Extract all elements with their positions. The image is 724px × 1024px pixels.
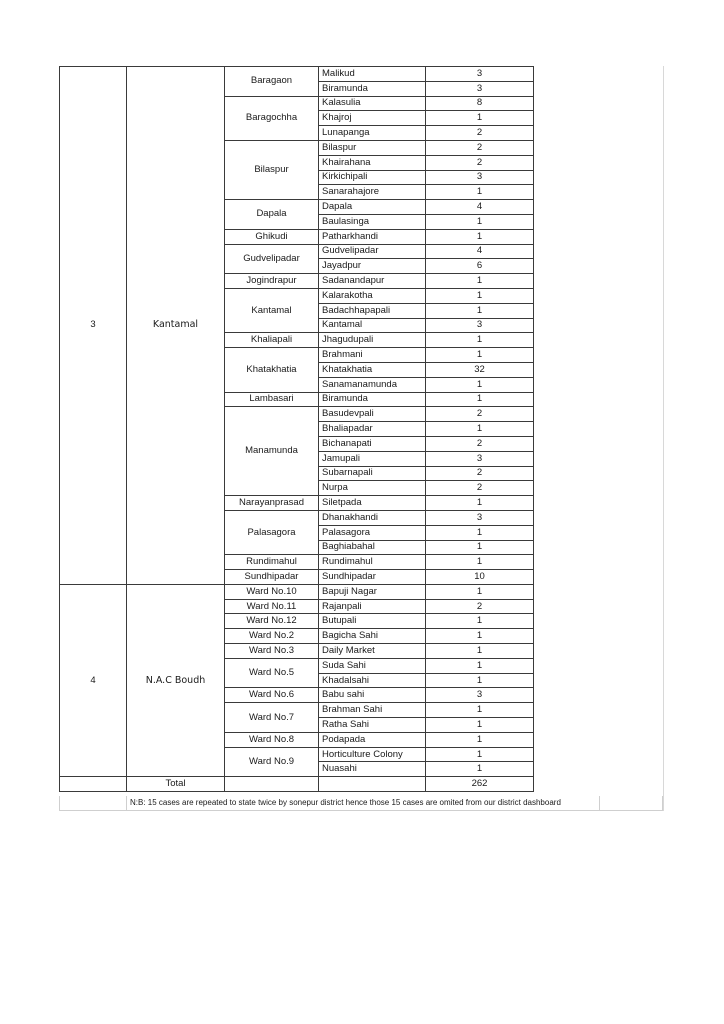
total-value: 262: [426, 777, 534, 792]
case-count-cell: 3: [426, 318, 534, 333]
case-count-cell: 1: [426, 614, 534, 629]
gp-name-cell: Kantamal: [225, 288, 319, 332]
village-name-cell: Sadanandapur: [319, 274, 426, 289]
village-name-cell: Bagicha Sahi: [319, 629, 426, 644]
block-name-cell: Kantamal: [127, 67, 225, 585]
village-name-cell: Brahman Sahi: [319, 703, 426, 718]
gp-name-cell: Palasagora: [225, 510, 319, 554]
table-row: [60, 67, 534, 82]
case-count-cell: 1: [426, 229, 534, 244]
case-count-cell: 1: [426, 658, 534, 673]
case-count-cell: 2: [426, 126, 534, 141]
case-count-cell: 1: [426, 214, 534, 229]
case-count-cell: 2: [426, 407, 534, 422]
case-count-cell: 1: [426, 703, 534, 718]
case-count-cell: 1: [426, 185, 534, 200]
case-count-cell: 1: [426, 629, 534, 644]
gp-name-cell: Khaliapali: [225, 333, 319, 348]
sl-no-cell: 4: [60, 584, 127, 776]
village-name-cell: Subarnapali: [319, 466, 426, 481]
gp-name-cell: Ward No.8: [225, 732, 319, 747]
village-name-cell: Daily Market: [319, 644, 426, 659]
village-name-cell: Gudvelipadar: [319, 244, 426, 259]
gp-name-cell: Lambasari: [225, 392, 319, 407]
gp-name-cell: Baragochha: [225, 96, 319, 140]
village-name-cell: Podapada: [319, 732, 426, 747]
village-name-cell: Basudevpali: [319, 407, 426, 422]
village-name-cell: Sanarahajore: [319, 185, 426, 200]
village-name-cell: Bilaspur: [319, 140, 426, 155]
village-name-cell: Suda Sahi: [319, 658, 426, 673]
gp-name-cell: Gudvelipadar: [225, 244, 319, 274]
village-name-cell: Dhanakhandi: [319, 510, 426, 525]
gp-name-cell: Dapala: [225, 200, 319, 230]
case-count-cell: 10: [426, 570, 534, 585]
case-count-cell: 2: [426, 599, 534, 614]
total-sl-cell: [60, 777, 127, 792]
case-count-cell: 1: [426, 288, 534, 303]
cases-table-body: [60, 67, 534, 792]
total-label: Total: [127, 777, 225, 792]
case-count-cell: 3: [426, 451, 534, 466]
village-name-cell: Kantamal: [319, 318, 426, 333]
case-count-cell: 1: [426, 274, 534, 289]
gp-name-cell: Bilaspur: [225, 140, 319, 199]
village-name-cell: Khadalsahi: [319, 673, 426, 688]
case-count-cell: 1: [426, 111, 534, 126]
gp-name-cell: Narayanprasad: [225, 496, 319, 511]
case-count-cell: 1: [426, 584, 534, 599]
case-count-cell: 1: [426, 525, 534, 540]
gp-name-cell: Ward No.7: [225, 703, 319, 733]
case-count-cell: 8: [426, 96, 534, 111]
gp-name-cell: Ward No.5: [225, 658, 319, 688]
village-name-cell: Biramunda: [319, 392, 426, 407]
table-row: [60, 584, 534, 599]
cases-table: [59, 66, 534, 792]
village-name-cell: Khairahana: [319, 155, 426, 170]
village-name-cell: Malikud: [319, 67, 426, 82]
total-gp-cell: [225, 777, 319, 792]
village-name-cell: Patharkhandi: [319, 229, 426, 244]
village-name-cell: Brahmani: [319, 348, 426, 363]
village-name-cell: Rajanpali: [319, 599, 426, 614]
village-name-cell: Khajroj: [319, 111, 426, 126]
gp-name-cell: Jogindrapur: [225, 274, 319, 289]
case-count-cell: 1: [426, 747, 534, 762]
village-name-cell: Badachhapapali: [319, 303, 426, 318]
case-count-cell: 1: [426, 718, 534, 733]
case-count-cell: 2: [426, 481, 534, 496]
village-name-cell: Ratha Sahi: [319, 718, 426, 733]
gp-name-cell: Ward No.11: [225, 599, 319, 614]
case-count-cell: 4: [426, 200, 534, 215]
case-count-cell: 4: [426, 244, 534, 259]
village-name-cell: Siletpada: [319, 496, 426, 511]
village-name-cell: Lunapanga: [319, 126, 426, 141]
case-count-cell: 1: [426, 540, 534, 555]
village-name-cell: Palasagora: [319, 525, 426, 540]
case-count-cell: 3: [426, 81, 534, 96]
note-text: N:B: 15 cases are repeated to state twice by sonepur district hence those 15 cases are omited from our district dashboard: [127, 796, 600, 810]
gp-name-cell: Rundimahul: [225, 555, 319, 570]
case-count-cell: 1: [426, 422, 534, 437]
gp-name-cell: Ward No.10: [225, 584, 319, 599]
note-row: [59, 796, 663, 811]
village-name-cell: Nurpa: [319, 481, 426, 496]
case-count-cell: 2: [426, 436, 534, 451]
case-count-cell: 1: [426, 555, 534, 570]
case-count-cell: 1: [426, 303, 534, 318]
case-count-cell: 3: [426, 170, 534, 185]
village-name-cell: Kalarakotha: [319, 288, 426, 303]
gp-name-cell: Ward No.12: [225, 614, 319, 629]
case-count-cell: 1: [426, 644, 534, 659]
case-count-cell: 6: [426, 259, 534, 274]
village-name-cell: Jayadpur: [319, 259, 426, 274]
village-name-cell: Nuasahi: [319, 762, 426, 777]
total-village-cell: [319, 777, 426, 792]
gp-name-cell: Ward No.2: [225, 629, 319, 644]
village-name-cell: Rundimahul: [319, 555, 426, 570]
village-name-cell: Bichanapati: [319, 436, 426, 451]
village-name-cell: Dapala: [319, 200, 426, 215]
village-name-cell: Butupali: [319, 614, 426, 629]
village-name-cell: Baulasinga: [319, 214, 426, 229]
gp-name-cell: Baragaon: [225, 67, 319, 97]
gp-name-cell: Ward No.6: [225, 688, 319, 703]
sl-no-cell: 3: [60, 67, 127, 585]
case-count-cell: 1: [426, 348, 534, 363]
village-name-cell: Baghiabahal: [319, 540, 426, 555]
village-name-cell: Jhagudupali: [319, 333, 426, 348]
village-name-cell: Biramunda: [319, 81, 426, 96]
case-count-cell: 2: [426, 140, 534, 155]
case-count-cell: 1: [426, 496, 534, 511]
village-name-cell: Bapuji Nagar: [319, 584, 426, 599]
village-name-cell: Babu sahi: [319, 688, 426, 703]
village-name-cell: Kirkichipali: [319, 170, 426, 185]
village-name-cell: Kalasulia: [319, 96, 426, 111]
case-count-cell: 1: [426, 673, 534, 688]
gp-name-cell: Sundhipadar: [225, 570, 319, 585]
gp-name-cell: Ward No.3: [225, 644, 319, 659]
village-name-cell: Khatakhatia: [319, 362, 426, 377]
village-name-cell: Bhaliapadar: [319, 422, 426, 437]
block-name-cell: N.A.C Boudh: [127, 584, 225, 776]
village-name-cell: Sanamanamunda: [319, 377, 426, 392]
case-count-cell: 32: [426, 362, 534, 377]
case-count-cell: 3: [426, 67, 534, 82]
note-empty-cell: [60, 796, 127, 810]
village-name-cell: Sundhipadar: [319, 570, 426, 585]
village-name-cell: Jamupali: [319, 451, 426, 466]
case-count-cell: 3: [426, 688, 534, 703]
case-count-cell: 1: [426, 762, 534, 777]
case-count-cell: 2: [426, 155, 534, 170]
case-count-cell: 1: [426, 392, 534, 407]
case-count-cell: 1: [426, 732, 534, 747]
total-row: [60, 777, 534, 792]
gp-name-cell: Khatakhatia: [225, 348, 319, 392]
case-count-cell: 1: [426, 377, 534, 392]
case-count-cell: 1: [426, 333, 534, 348]
case-count-cell: 2: [426, 466, 534, 481]
gp-name-cell: Ward No.9: [225, 747, 319, 777]
case-count-cell: 3: [426, 510, 534, 525]
village-name-cell: Horticulture Colony: [319, 747, 426, 762]
gp-name-cell: Ghikudi: [225, 229, 319, 244]
gp-name-cell: Manamunda: [225, 407, 319, 496]
